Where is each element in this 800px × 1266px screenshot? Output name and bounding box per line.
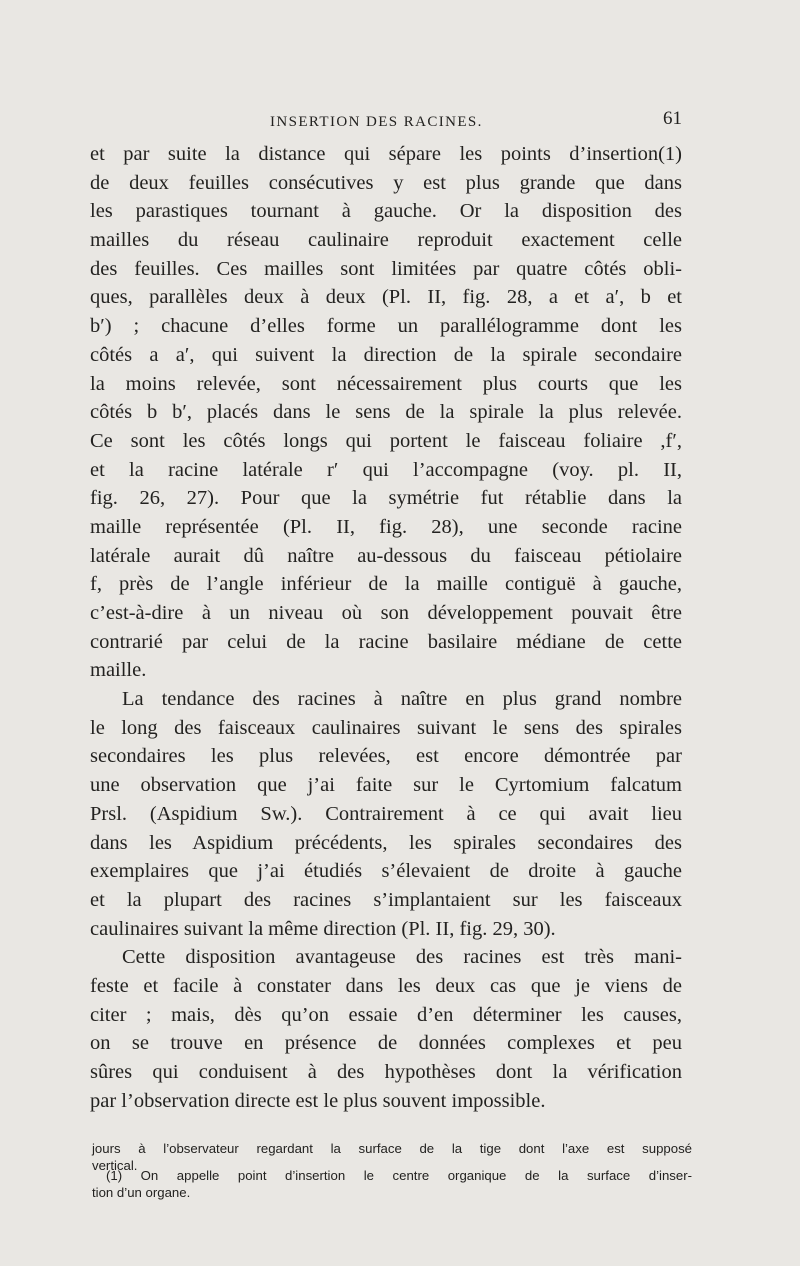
text-line: on se trouve en présence de données complexes et peu: [90, 1032, 682, 1055]
text-line: Ce sont les côtés longs qui portent le faisceau foliaire ,f′,: [90, 429, 682, 452]
text-line: le long des faisceaux caulinaires suivant le sens des spirales: [90, 716, 682, 739]
text-line: des feuilles. Ces mailles sont limitées par quatre côtés obli-: [90, 257, 682, 280]
text-line: citer ; mais, dès qu’on essaie d’en déterminer les causes,: [90, 1003, 682, 1026]
text-line: secondaires les plus relevées, est encore démontrée par: [90, 745, 682, 768]
footnotes: [92, 1140, 692, 1201]
text-line: sûres qui conduisent à des hypothèses dont la vérification: [90, 1061, 682, 1083]
page-header: [90, 108, 690, 134]
text-line: fig. 26, 27). Pour que la symétrie fut rétablie dans la: [90, 487, 682, 510]
running-head: INSERTION DES RACINES.: [270, 114, 483, 130]
footnote-line: (1) On appelle point d’insertion le centre organique de la surface d’inser-: [106, 1168, 692, 1183]
text-line: Cette disposition avantageuse des racines est très mani-: [122, 946, 682, 969]
text-line: la moins relevée, sont nécessairement plus courts que les: [90, 372, 682, 395]
text-line: dans les Aspidium précédents, les spirales secondaires des: [90, 831, 682, 854]
text-line: côtés a a′, qui suivent la direction de la spirale secondaire: [90, 343, 682, 366]
text-line: Prsl. (Aspidium Sw.). Contrairement à ce qui avait lieu: [90, 802, 682, 825]
text-line: feste et facile à constater dans les deux cas que je viens de: [90, 974, 682, 997]
text-line: ques, parallèles deux à deux (Pl. II, fig. 28, a et a′, b et: [90, 286, 682, 309]
text-line: maille.: [90, 659, 147, 682]
text-line: de deux feuilles consécutives y est plus grande que dans: [90, 171, 682, 194]
text-line: mailles du réseau caulinaire reproduit exactement celle: [90, 229, 682, 252]
text-line: latérale aurait dû naître au-dessous du faisceau pétiolaire: [90, 544, 682, 567]
text-line: par l’observation directe est le plus souvent impossible.: [90, 1089, 546, 1112]
text-line: caulinaires suivant la même direction (Pl. II, fig. 29, 30).: [90, 917, 556, 940]
text-line: b′) ; chacune d’elles forme un parallélogramme dont les: [90, 315, 682, 338]
text-line: contrarié par celui de la racine basilaire médiane de cette: [90, 630, 682, 653]
text-line: La tendance des racines à naître en plus grand nombre: [122, 688, 682, 711]
footnote-line: tion d’un organe.: [92, 1185, 191, 1200]
text-line: c’est-à-dire à un niveau où son développement pouvait être: [90, 602, 682, 624]
text-line: exemplaires que j’ai étudiés s’élevaient de droite à gauche: [90, 860, 682, 883]
text-line: maille représentée (Pl. II, fig. 28), une seconde racine: [90, 515, 682, 538]
text-line: f, près de l’angle inférieur de la maille contiguë à gauche,: [90, 573, 682, 596]
page-number: 61: [663, 108, 682, 129]
text-line: et par suite la distance qui sépare les points d’insertion(1): [90, 143, 682, 165]
body-text: [90, 140, 682, 1115]
text-line: les parastiques tournant à gauche. Or la disposition des: [90, 200, 682, 223]
footnote-line: vertical.: [92, 1158, 138, 1173]
footnote-line: jours à l’observateur regardant la surface de la tige dont l’axe est supposé: [92, 1141, 692, 1156]
text-line: une observation que j’ai faite sur le Cyrtomium falcatum: [90, 774, 682, 797]
text-line: côtés b b′, placés dans le sens de la spirale la plus relevée.: [90, 401, 682, 424]
text-line: et la racine latérale r′ qui l’accompagne (voy. pl. II,: [90, 458, 682, 481]
text-line: et la plupart des racines s’implantaient sur les faisceaux: [90, 888, 682, 911]
